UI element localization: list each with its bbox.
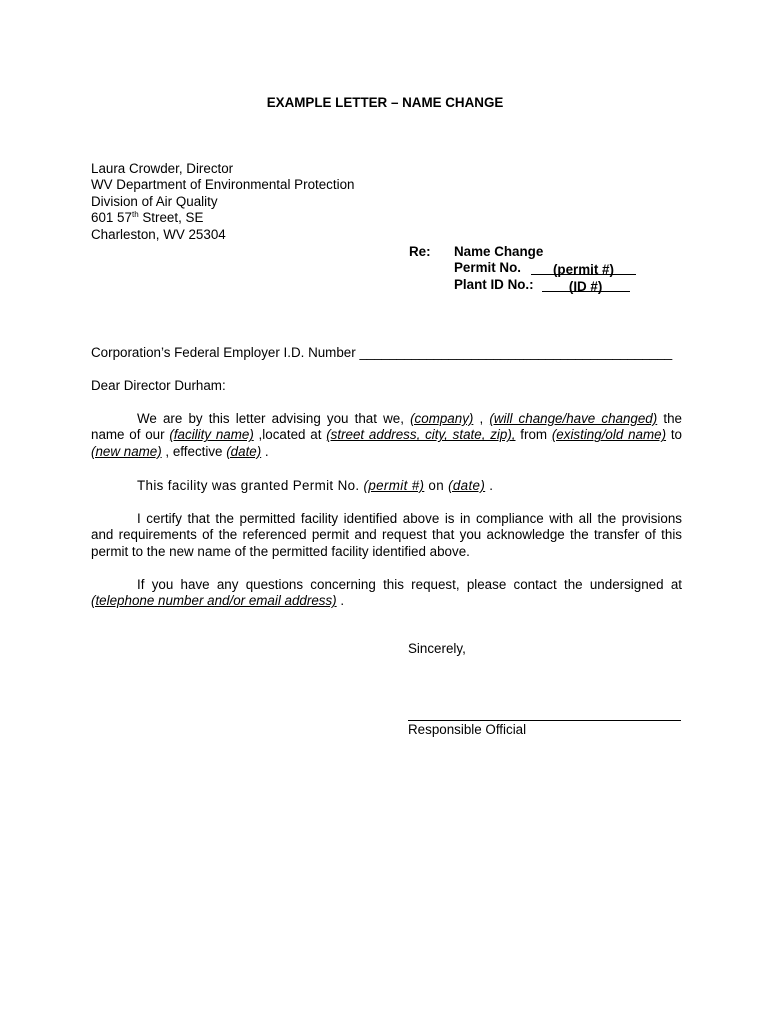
para1-text-7: , effective bbox=[161, 443, 227, 459]
permit-label: Permit No. bbox=[454, 260, 521, 276]
fein-label: Corporation’s Federal Employer I.D. Number bbox=[91, 345, 356, 360]
change-status-field: (will change/have changed) bbox=[489, 411, 658, 426]
para4-text-2: . bbox=[336, 593, 345, 609]
permit-number-field: (permit #) bbox=[363, 478, 425, 493]
street-number: 601 57 bbox=[91, 210, 132, 226]
para1-text-4: ,located at bbox=[253, 427, 327, 443]
para4-text-1: If you have any questions concerning this request, please contact the undersigned at bbox=[137, 577, 682, 592]
permit-value: (permit #) bbox=[552, 262, 614, 278]
permit-date-field: (date) bbox=[448, 478, 486, 493]
para2-text-3: . bbox=[485, 478, 494, 493]
new-name-field: (new name) bbox=[91, 443, 162, 459]
facility-name-field: (facility name) bbox=[169, 427, 254, 443]
para1-text-2: , bbox=[473, 411, 490, 426]
street-ordinal: th bbox=[131, 210, 139, 220]
recipient-name: Laura Crowder, Director bbox=[91, 161, 234, 176]
recipient-org: WV Department of Environmental Protection bbox=[91, 177, 355, 193]
para1-text-5: from bbox=[515, 427, 552, 443]
para1-text-6: to bbox=[666, 427, 682, 443]
plant-id-value: (ID #) bbox=[568, 278, 603, 294]
letter-title: EXAMPLE LETTER – NAME CHANGE bbox=[266, 95, 504, 110]
paragraph-notice bbox=[91, 411, 682, 460]
signature-line bbox=[408, 720, 681, 721]
old-name-field: (existing/old name) bbox=[551, 427, 667, 443]
para2-text-1: This facility was granted Permit No. bbox=[137, 478, 364, 493]
para1-text-3: the name of our bbox=[91, 411, 682, 443]
re-label: Re: bbox=[409, 244, 431, 259]
plant-id-value-field bbox=[542, 279, 630, 292]
recipient-address bbox=[91, 161, 354, 243]
fein-line bbox=[91, 345, 682, 361]
signature-title: Responsible Official bbox=[408, 722, 527, 737]
effective-date-field: (date) bbox=[226, 443, 262, 459]
para1-text-1: We are by this letter advising you that we, bbox=[137, 411, 411, 426]
re-permit-row bbox=[454, 260, 636, 276]
re-subject: Name Change bbox=[454, 244, 544, 259]
para1-text-8: . bbox=[261, 443, 269, 459]
paragraph-contact bbox=[91, 577, 682, 610]
recipient-street bbox=[91, 210, 354, 226]
salutation: Dear Director Durham: bbox=[91, 378, 226, 393]
plant-id-label: Plant ID No.: bbox=[454, 276, 534, 292]
closing: Sincerely, bbox=[408, 641, 466, 656]
address-field: (street address, city, state, zip), bbox=[326, 427, 516, 443]
paragraph-certification: I certify that the permitted facility identified above is in compliance with all the provisions and requirements of the referenced permit and request that you acknowledge the transfer of this permit to the new name of the permitted facility identified above. bbox=[91, 511, 682, 559]
re-plant-row bbox=[454, 277, 636, 293]
recipient-city: Charleston, WV 25304 bbox=[91, 226, 226, 242]
para2-text-2: on bbox=[424, 478, 449, 493]
recipient-division: Division of Air Quality bbox=[91, 193, 218, 209]
fein-blank: __________________________________________ bbox=[359, 345, 673, 360]
paragraph-permit bbox=[91, 478, 682, 494]
company-field: (company) bbox=[410, 411, 474, 426]
street-name: Street, SE bbox=[138, 210, 204, 226]
permit-value-field bbox=[531, 262, 636, 278]
contact-field: (telephone number and/or email address) bbox=[91, 593, 337, 609]
